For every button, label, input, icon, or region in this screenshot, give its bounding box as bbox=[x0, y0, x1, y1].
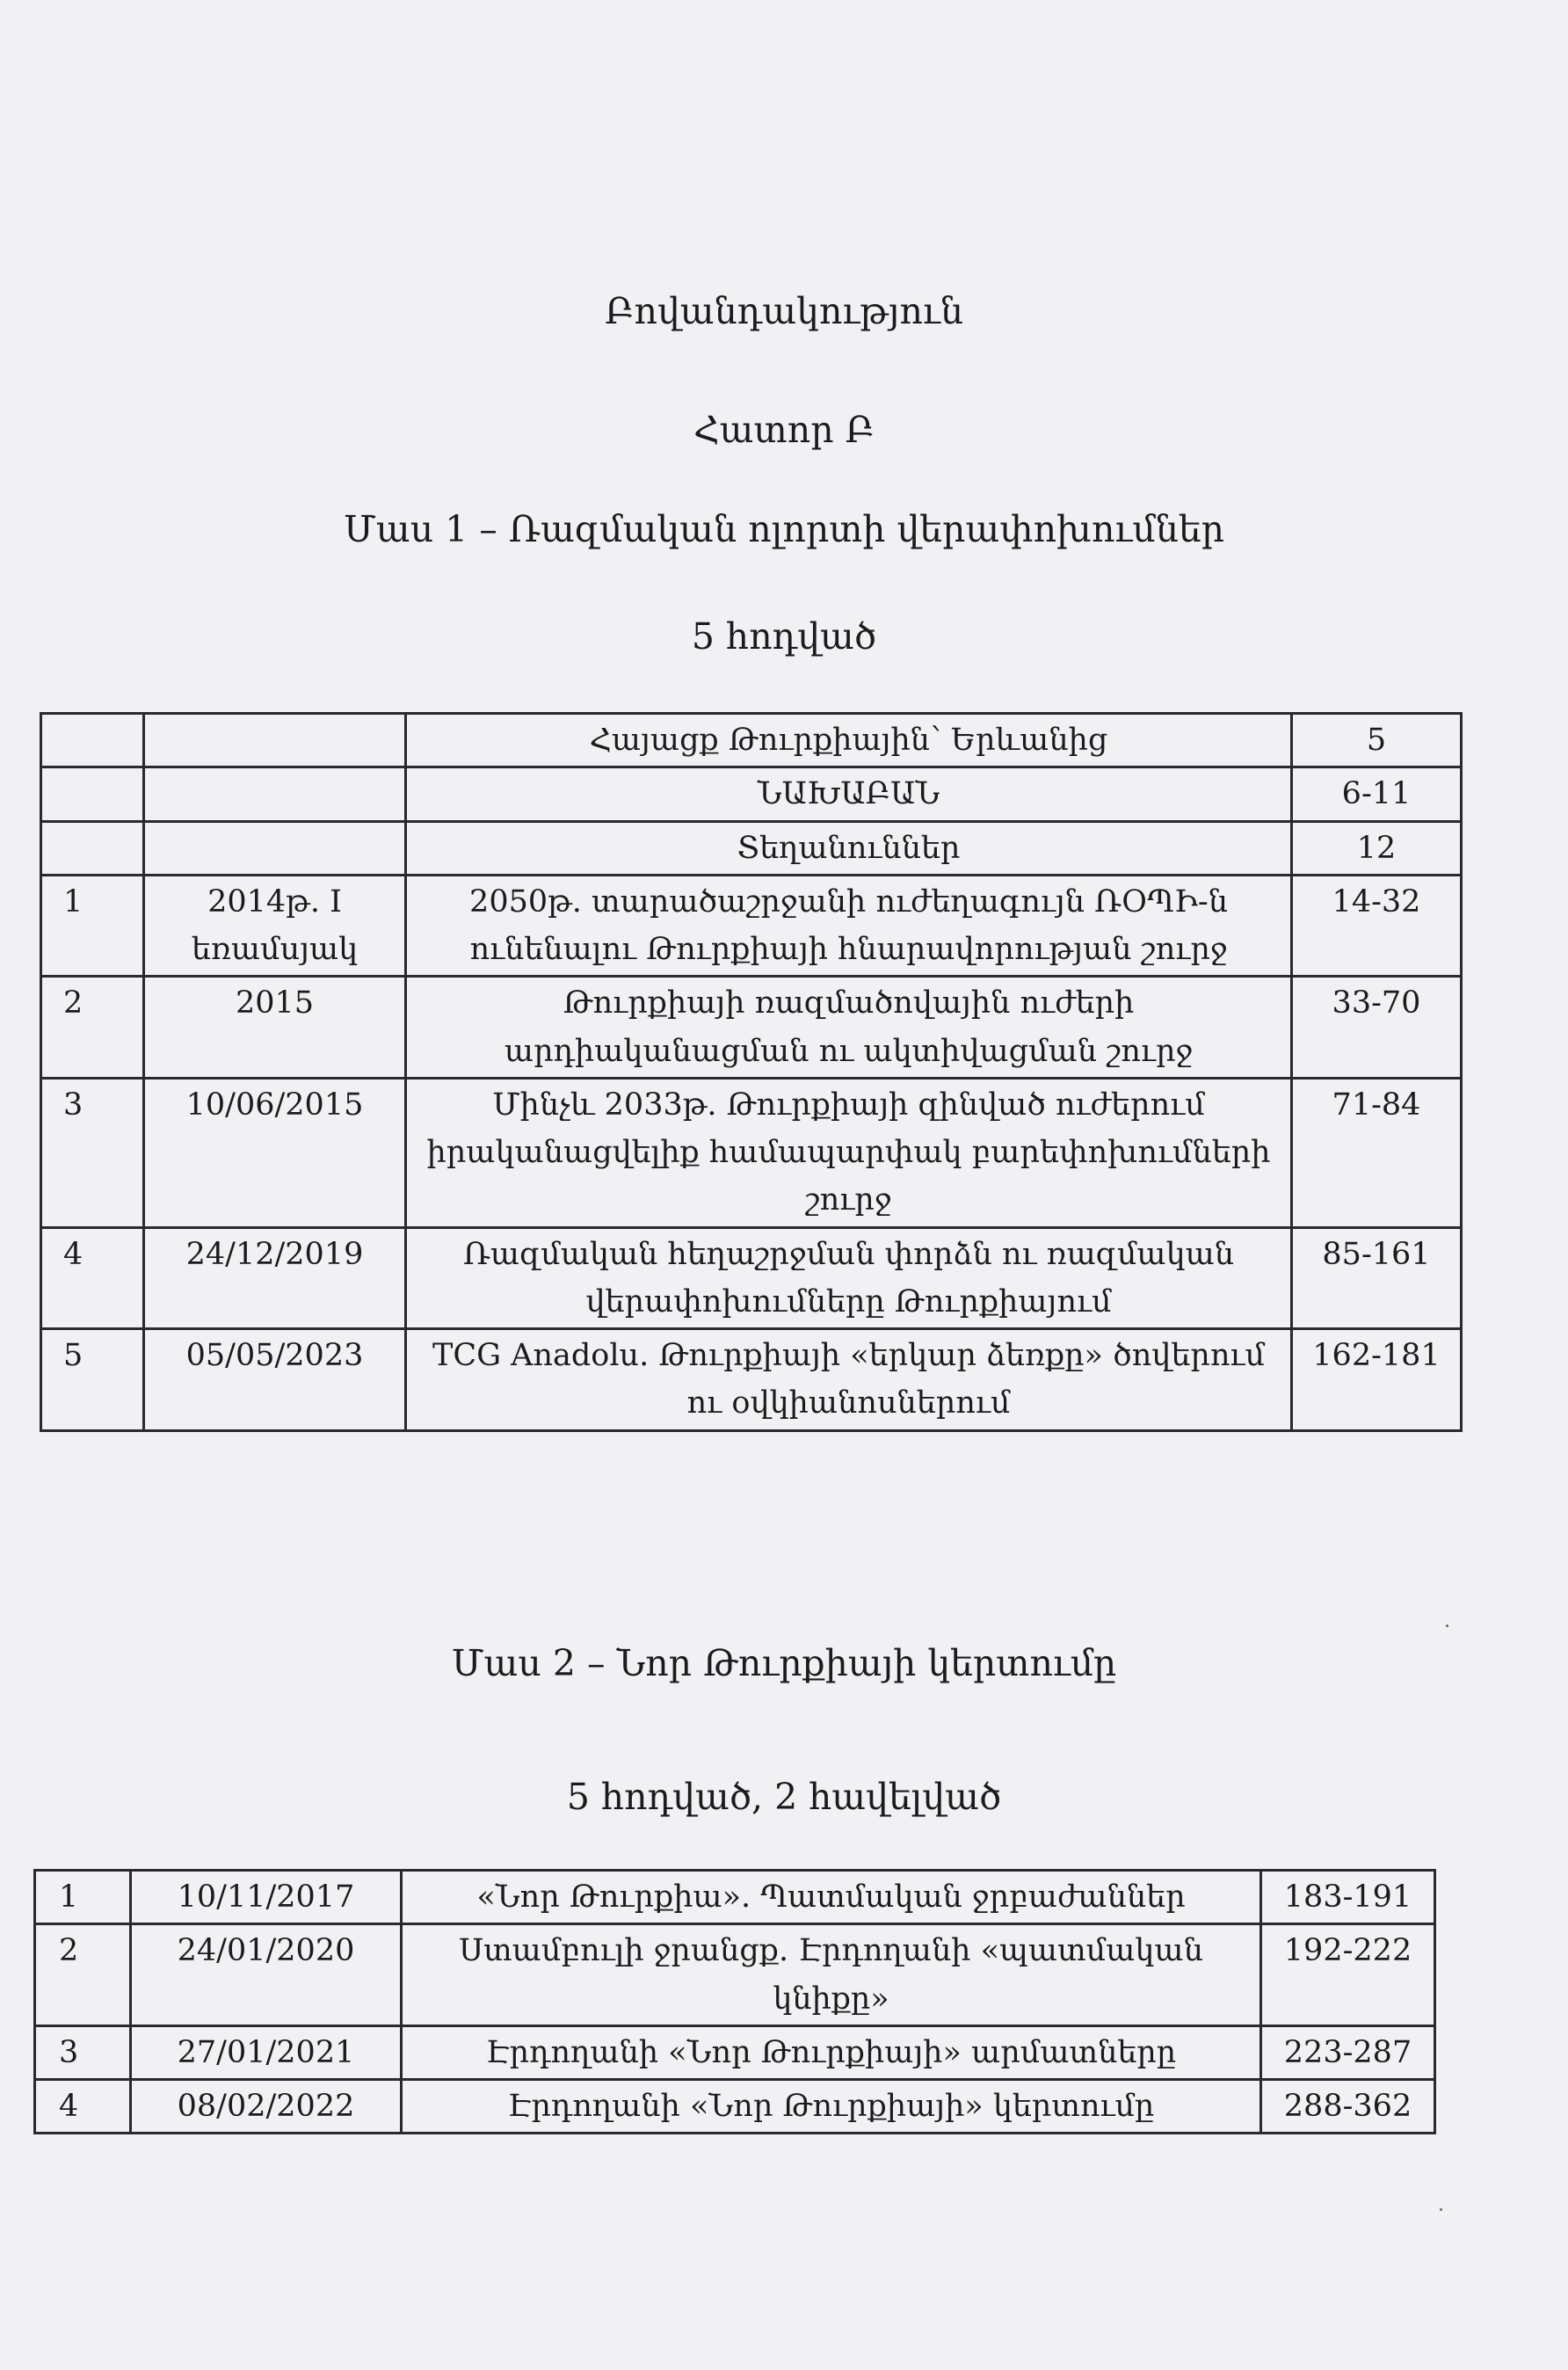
part2-subtitle: 5 հոդված, 2 հավելված bbox=[566, 1776, 1002, 1818]
row-date: 2014թ. I եռամսյակ bbox=[144, 875, 406, 977]
row-date: 24/12/2019 bbox=[144, 1227, 406, 1329]
row-number: 4 bbox=[41, 1227, 144, 1329]
row-title: Ռազմական հեղաշրջման փորձն ու ռազմական վերափոխումները Թուրքիայում bbox=[406, 1227, 1292, 1329]
toc-title: Բովանդակություն bbox=[605, 290, 963, 332]
row-number: 3 bbox=[41, 1078, 144, 1227]
row-title: Էրդողանի «Նոր Թուրքիայի» արմատները bbox=[402, 2025, 1261, 2079]
table-row bbox=[41, 714, 1462, 767]
table-row bbox=[41, 821, 1462, 875]
row-date bbox=[144, 714, 406, 767]
row-date: 10/06/2015 bbox=[144, 1078, 406, 1227]
row-number: 2 bbox=[41, 977, 144, 1079]
table-row bbox=[41, 767, 1462, 821]
table-row bbox=[41, 1329, 1462, 1431]
row-pages: 6-11 bbox=[1292, 767, 1462, 821]
part1-table bbox=[40, 712, 1463, 1432]
row-date: 24/01/2020 bbox=[131, 1924, 402, 2026]
row-title: Հայացք Թուրքիային՝ Երևանից bbox=[406, 714, 1292, 767]
row-pages: 14-32 bbox=[1292, 875, 1462, 977]
row-title: ՆԱԽԱԲԱՆ bbox=[406, 767, 1292, 821]
part1-subtitle: 5 հոդված bbox=[691, 615, 877, 658]
table-row bbox=[41, 1078, 1462, 1227]
row-pages: 223-287 bbox=[1261, 2025, 1435, 2079]
part2-table-body bbox=[35, 1871, 1435, 2134]
row-date bbox=[144, 821, 406, 875]
part2-table bbox=[33, 1869, 1436, 2134]
row-title: Ստամբուլի ջրանցք. Էրդողանի «պատմական կնիքը» bbox=[402, 1924, 1261, 2026]
part1-title: Մաս 1 – Ռազմական ոլորտի վերափոխումներ bbox=[344, 508, 1224, 550]
row-date: 27/01/2021 bbox=[131, 2025, 402, 2079]
row-title: Տեղանուններ bbox=[406, 821, 1292, 875]
row-title: «Նոր Թուրքիա». Պատմական ջրբաժաններ bbox=[402, 1871, 1261, 1924]
row-title: TCG Anadolu. Թուրքիայի «երկար ձեռքը» ծովերում ու օվկիանոսներում bbox=[406, 1329, 1292, 1431]
row-pages: 12 bbox=[1292, 821, 1462, 875]
row-date: 10/11/2017 bbox=[131, 1871, 402, 1924]
row-number: 1 bbox=[41, 875, 144, 977]
table-row bbox=[35, 2080, 1435, 2134]
row-pages: 162-181 bbox=[1292, 1329, 1462, 1431]
row-pages: 183-191 bbox=[1261, 1871, 1435, 1924]
scan-speck bbox=[1446, 1625, 1448, 1627]
row-date: 2015 bbox=[144, 977, 406, 1079]
volume-title: Հատոր Բ bbox=[693, 409, 875, 451]
row-title: Էրդողանի «Նոր Թուրքիայի» կերտումը bbox=[402, 2080, 1261, 2134]
row-pages: 71-84 bbox=[1292, 1078, 1462, 1227]
row-pages: 5 bbox=[1292, 714, 1462, 767]
row-number bbox=[41, 821, 144, 875]
row-pages: 192-222 bbox=[1261, 1924, 1435, 2026]
row-date: 08/02/2022 bbox=[131, 2080, 402, 2134]
row-number: 3 bbox=[35, 2025, 131, 2079]
row-title: 2050թ. տարածաշրջանի ուժեղագույն ՌՕՊԻ-ն ունենալու Թուրքիայի հնարավորության շուրջ bbox=[406, 875, 1292, 977]
table-row bbox=[35, 1871, 1435, 1924]
part2-title: Մաս 2 – Նոր Թուրքիայի կերտումը bbox=[451, 1642, 1117, 1684]
row-date: 05/05/2023 bbox=[144, 1329, 406, 1431]
row-pages: 288-362 bbox=[1261, 2080, 1435, 2134]
row-title: Թուրքիայի ռազմածովային ուժերի արդիականացման ու ակտիվացման շուրջ bbox=[406, 977, 1292, 1079]
row-pages: 33-70 bbox=[1292, 977, 1462, 1079]
row-number: 4 bbox=[35, 2080, 131, 2134]
row-number: 5 bbox=[41, 1329, 144, 1431]
row-title: Մինչև 2033թ. Թուրքիայի զինված ուժերում իրականացվելիք համապարփակ բարեփոխումների շուրջ bbox=[406, 1078, 1292, 1227]
table-row bbox=[41, 1227, 1462, 1329]
part1-table-body bbox=[41, 714, 1462, 1431]
table-row bbox=[41, 875, 1462, 977]
row-number bbox=[41, 714, 144, 767]
scan-speck bbox=[1440, 2208, 1442, 2211]
row-pages: 85-161 bbox=[1292, 1227, 1462, 1329]
table-row bbox=[35, 1924, 1435, 2026]
row-number: 1 bbox=[35, 1871, 131, 1924]
row-number bbox=[41, 767, 144, 821]
table-row bbox=[35, 2025, 1435, 2079]
table-row bbox=[41, 977, 1462, 1079]
row-date bbox=[144, 767, 406, 821]
row-number: 2 bbox=[35, 1924, 131, 2026]
